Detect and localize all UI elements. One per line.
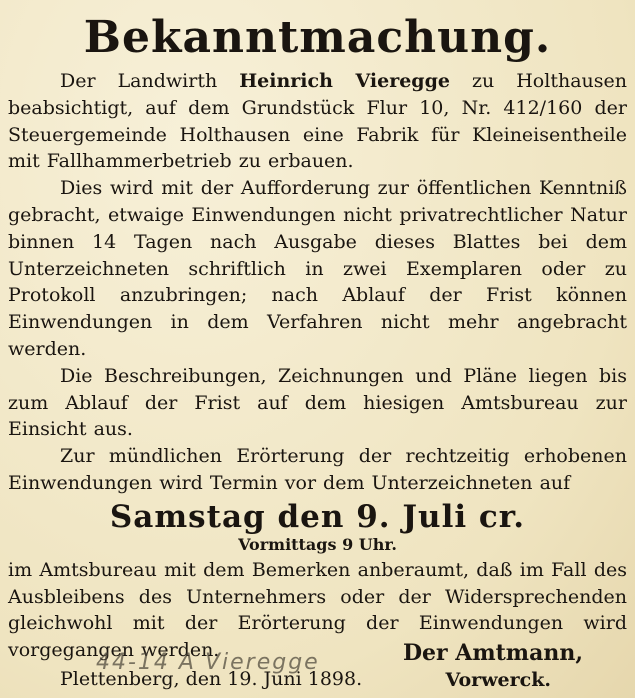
paragraph-intro (8, 68, 627, 175)
paragraph-objections: Dies wird mit der Aufforderung zur öffentlichen Kenntniß gebracht, etwaige Einwendungen nicht privatrechtlicher Natur binnen 14 Tagen nach Ausgabe dieses Blattes bei dem Unterzeichneten schriftlich in zwei Exemplaren oder zu Protokoll anzubringen; nach Ablauf der Frist können Einwendungen in dem Verfahren nicht mehr angebracht werden. (8, 177, 627, 360)
paragraph-documents: Die Beschreibungen, Zeichnungen und Pläne liegen bis zum Ablauf der Frist auf dem hiesigen Amtsbureau zur Einsicht aus. (8, 364, 627, 441)
notice-title: Bekanntmachung. (83, 12, 552, 63)
handwritten-note: 44-14 A Vieregge (96, 650, 320, 675)
signature-title: Der Amtmann, (402, 640, 583, 666)
hearing-date: Samstag den 9. Juli cr. (109, 498, 526, 535)
intro-lead: Der Landwirth (60, 70, 240, 92)
signature-block (0, 636, 635, 698)
hearing-time: Vormittags 9 Uhr. (238, 534, 397, 554)
signature-name: Vorwerck. (445, 669, 551, 691)
applicant-name: Heinrich Vieregge (239, 70, 450, 92)
paragraph-hearing: Zur mündlichen Erörterung der rechtzeitig erhobenen Einwendungen wird Termin vor dem Unterzeichneten auf (8, 445, 627, 494)
intro-rest: zu Holthausen beabsichtigt, auf dem Grundstück Flur 10, Nr. 412/160 der Steuergemeinde Holthausen eine Fabrik für Kleineisentheile mit Fallhammerbetrieb zu erbauen. (8, 70, 627, 173)
place-and-date: Plettenberg, den 19. Juni 1898. (60, 667, 363, 690)
paragraph-closing: im Amtsbureau mit dem Bemerken anberaumt, daß im Fall des Ausbleibens des Unternehmers oder der Widersprechenden gleichwohl mit der Erörterung der Einwendungen wird vorgegangen werden. (8, 558, 627, 662)
